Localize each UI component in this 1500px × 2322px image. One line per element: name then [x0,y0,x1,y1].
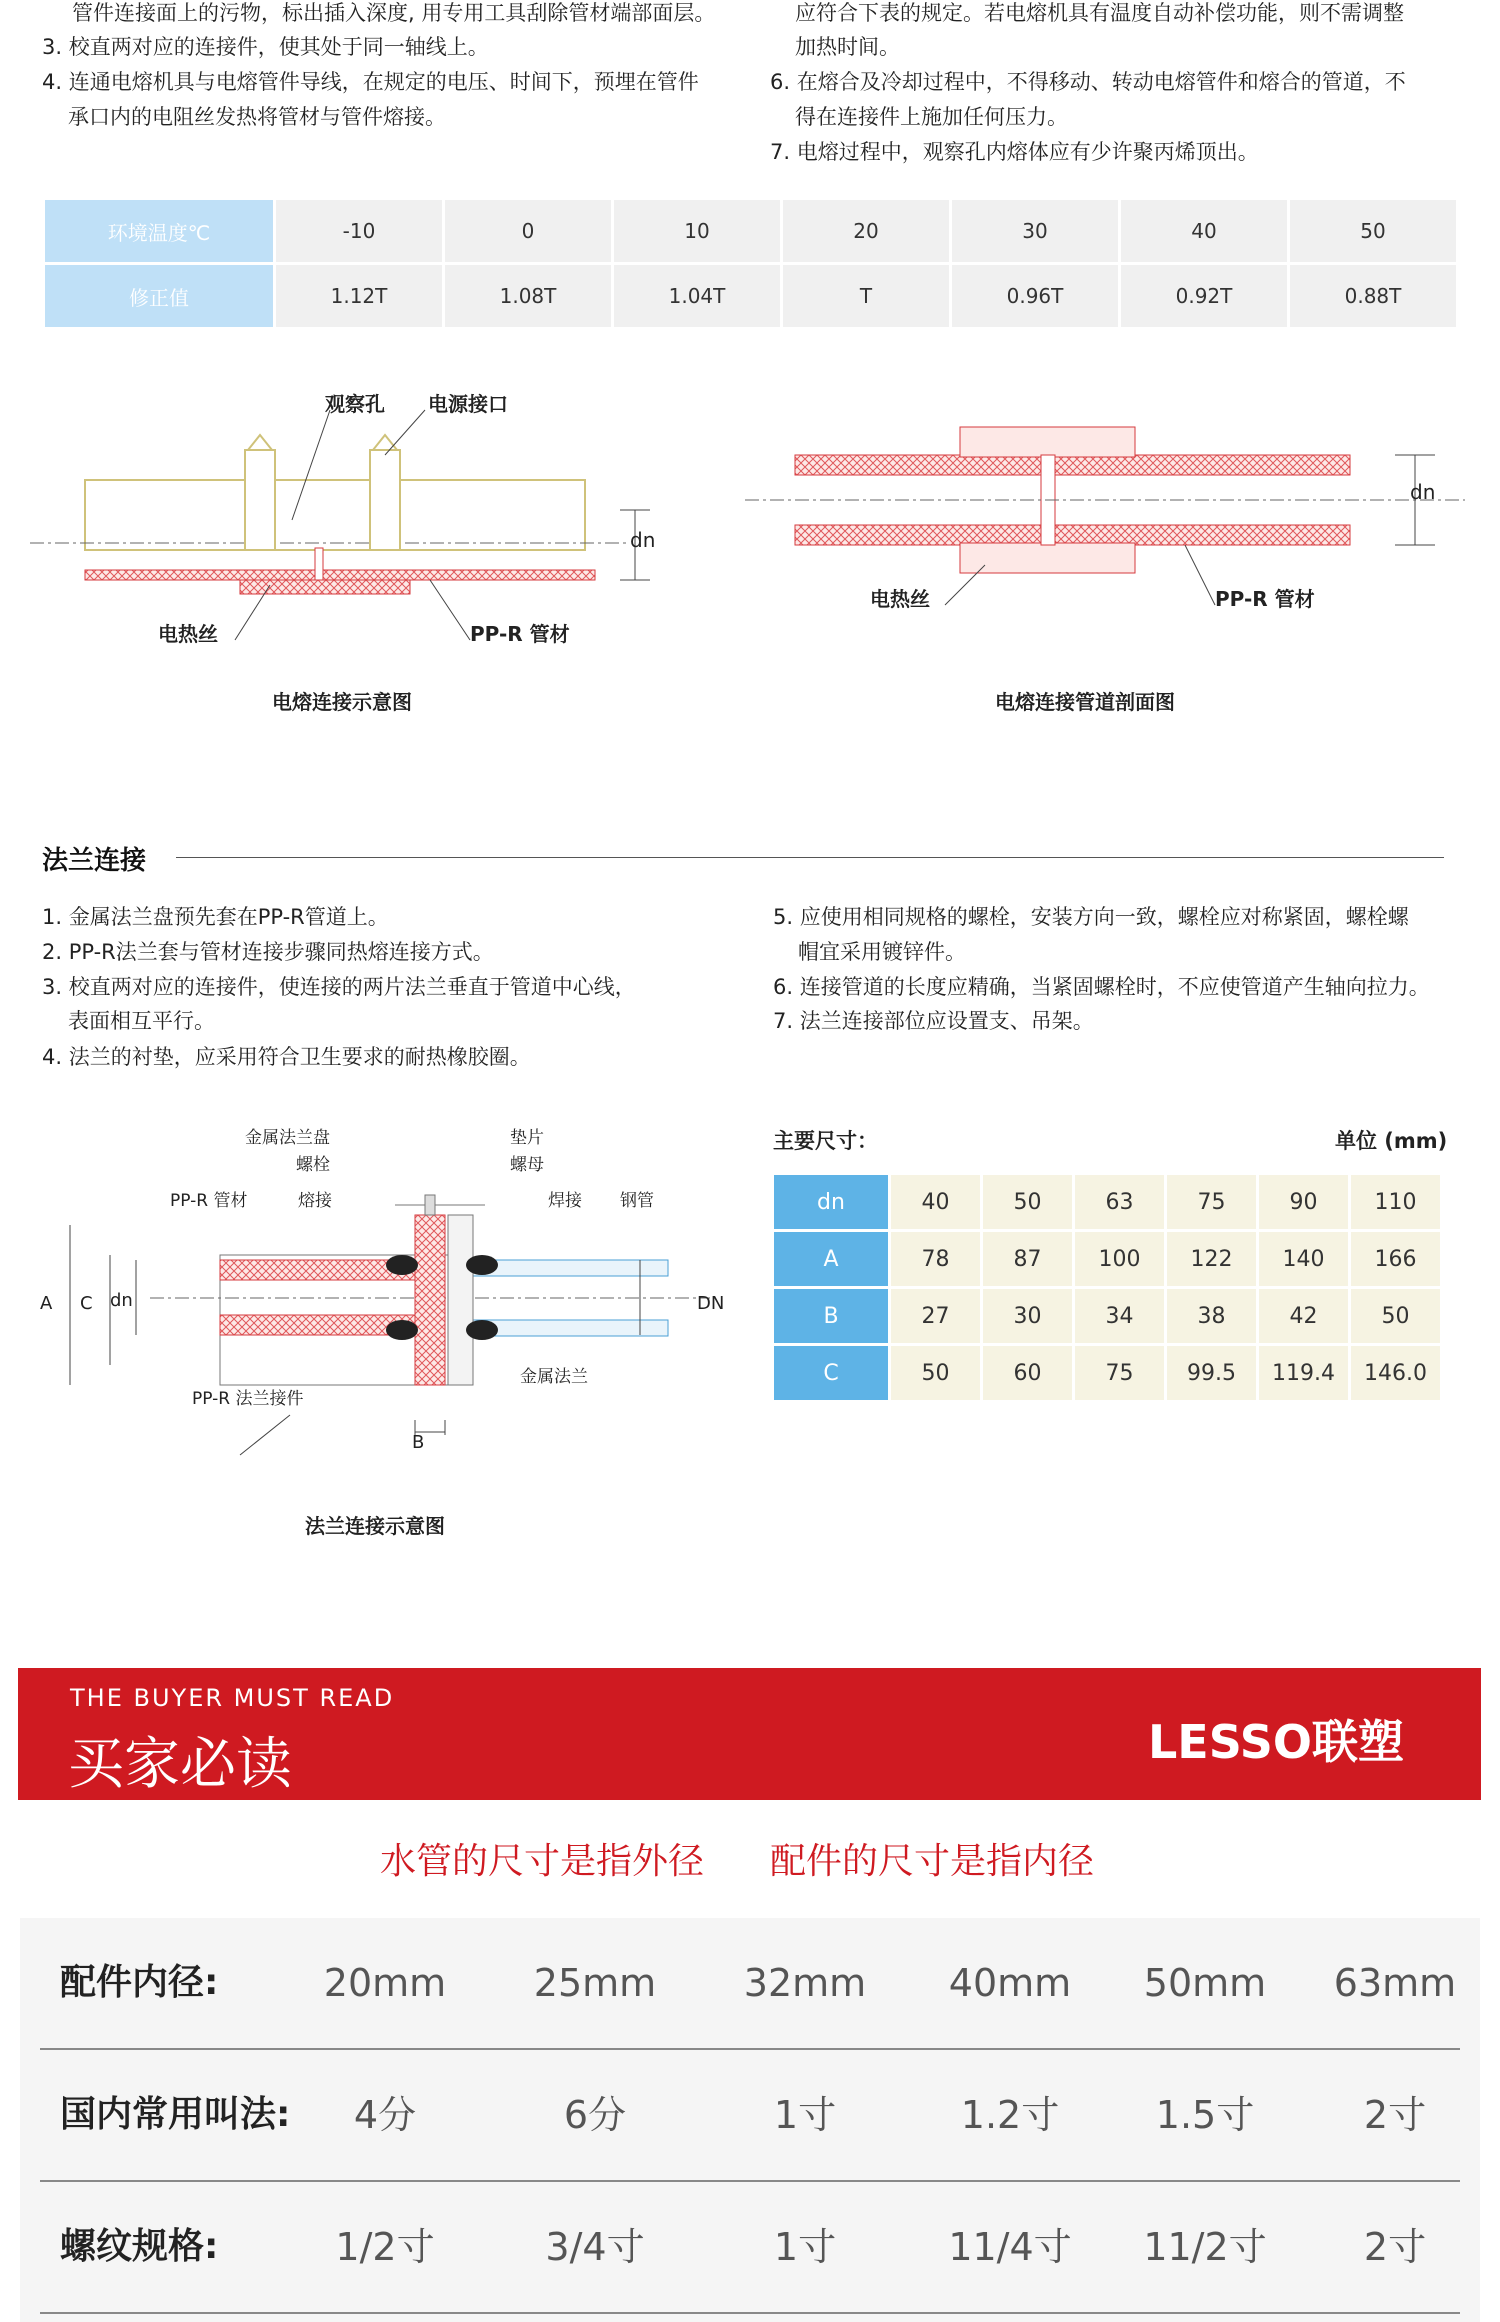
table-cell: 0.96T [952,265,1118,327]
text-line: 1. 金属法兰盘预先套在PP-R管道上。 [42,905,389,929]
text-line: 4. 连通电熔机具与电熔管件导线，在规定的电压、时间下，预埋在管件 [42,70,699,94]
label-fusion: 熔接 [298,1191,332,1211]
text-line: 3. 校直两对应的连接件，使连接的两片法兰垂直于管道中心线， [42,975,636,999]
text-line: 6. 在熔合及冷却过程中，不得移动、转动电熔管件和熔合的管道，不 [770,70,1406,94]
table-cell: 6分 [563,2093,627,2137]
table-cell: 50 [1290,200,1456,262]
temperature-correction-table [42,197,1459,330]
table-cell: 1.04T [614,265,780,327]
table-cell: 40mm [948,1961,1072,2005]
table-header: A [774,1232,888,1286]
dim-table-unit: 单位 (mm) [1335,1129,1448,1153]
label-bolt: 螺栓 [296,1155,330,1175]
label-metal-flange-disc: 金属法兰盘 [245,1128,330,1148]
label-ppr-pipe: PP-R 管材 [1215,587,1315,611]
table-row [40,2182,1460,2314]
table-cell: 40 [891,1175,980,1229]
label-ppr-flange-fitting: PP-R 法兰接件 [192,1389,304,1409]
table-cell: 30 [983,1289,1072,1343]
table-cell: 99.5 [1167,1346,1256,1400]
table-cell: 30 [952,200,1118,262]
table-cell: 166 [1351,1232,1440,1286]
table-cell: 119.4 [1259,1346,1348,1400]
text-line: 表面相互平行。 [68,1009,215,1033]
label-dn: dn [1410,480,1436,504]
table-cell: 146.0 [1351,1346,1440,1400]
table-cell: 50mm [1143,1961,1267,2005]
text-line: 3. 校直两对应的连接件，使其处于同一轴线上。 [42,35,489,59]
label-heating-wire: 电热丝 [158,622,218,646]
label-heating-wire: 电热丝 [870,587,930,611]
table-cell: 75 [1075,1346,1164,1400]
table-cell: 78 [891,1232,980,1286]
table-cell: 32mm [743,1961,867,2005]
table-cell: 60 [983,1346,1072,1400]
table-cell: 1.5寸 [1155,2093,1255,2137]
table-cell: 11/4寸 [948,2225,1072,2269]
diagram-caption: 电熔连接管道剖面图 [995,690,1175,714]
text-line: 2. PP-R法兰套与管材连接步骤同热熔连接方式。 [42,940,494,964]
text-line: 得在连接件上施加任何压力。 [795,105,1068,129]
table-cell: 0 [445,200,611,262]
table-cell: 25mm [533,1961,657,2005]
table-cell: 38 [1167,1289,1256,1343]
table-row [774,1289,1440,1343]
table-cell: 75 [1167,1175,1256,1229]
table-row [45,265,1456,327]
text-line: 帽宜采用镀锌件。 [798,940,966,964]
label-power-port: 电源接口 [428,392,508,416]
table-header: dn [774,1175,888,1229]
table-row [774,1346,1440,1400]
table-cell: 50 [983,1175,1072,1229]
table-cell: 4分 [353,2093,417,2137]
diagram-caption: 电熔连接示意图 [272,690,412,714]
text-line: 5. 应使用相同规格的螺栓，安装方向一致，螺栓应对称紧固，螺栓螺 [773,905,1409,929]
table-cell: 1.2寸 [960,2093,1060,2137]
flange-dimension-table [771,1172,1443,1403]
table-cell: 27 [891,1289,980,1343]
size-comparison-table [20,1918,1480,2322]
table-header: 修正值 [45,265,273,327]
label-ppr-pipe: PP-R 管材 [470,622,570,646]
electrofusion-section-diagram [745,415,1465,615]
text-line: 应符合下表的规定。若电熔机具有温度自动补偿功能，则不需调整 [795,1,1404,25]
brand-logo: LESSO联塑 [1148,1715,1405,1769]
table-row [774,1175,1440,1229]
table-row [45,200,1456,262]
table-cell: 110 [1351,1175,1440,1229]
table-header: 环境温度℃ [45,200,273,262]
table-cell: 50 [1351,1289,1440,1343]
electrofusion-diagram [30,380,710,670]
table-cell: 42 [1259,1289,1348,1343]
table-cell: 2寸 [1363,2225,1427,2269]
label-B: B [412,1432,425,1453]
label-dn: dn [110,1290,133,1311]
text-line: 承口内的电阻丝发热将管材与管件熔接。 [68,105,446,129]
table-cell: 1/2寸 [335,2225,435,2269]
section-title: 法兰连接 [42,846,147,876]
table-cell: 1.12T [276,265,442,327]
table-header: B [774,1289,888,1343]
banner-chinese-title: 买家必读 [68,1732,292,1797]
table-cell: 50 [891,1346,980,1400]
text-line: 7. 法兰连接部位应设置支、吊架。 [773,1009,1094,1033]
text-line: 6. 连接管道的长度应精确，当紧固螺栓时，不应使管道产生轴向拉力。 [773,975,1430,999]
label-A: A [40,1293,53,1314]
text-line: 7. 电熔过程中，观察孔内熔体应有少许聚丙烯顶出。 [770,140,1259,164]
table-cell: 1寸 [773,2225,837,2269]
label-ppr-pipe: PP-R 管材 [170,1191,248,1211]
table-cell: 1寸 [773,2093,837,2137]
diagram-caption: 法兰连接示意图 [305,1514,445,1538]
notice-inner-diameter: 配件的尺寸是指内径 [770,1841,1095,1882]
table-cell: 122 [1167,1232,1256,1286]
row-label: 螺纹规格: [60,2226,219,2267]
label-observe-hole: 观察孔 [325,392,385,416]
table-cell: 140 [1259,1232,1348,1286]
table-cell: 100 [1075,1232,1164,1286]
table-cell: 90 [1259,1175,1348,1229]
table-cell: 2寸 [1363,2093,1427,2137]
divider [176,857,1444,858]
table-cell: 3/4寸 [545,2225,645,2269]
banner-english-title: THE BUYER MUST READ [70,1684,395,1712]
table-cell: 0.92T [1121,265,1287,327]
table-cell: 10 [614,200,780,262]
text-line: 4. 法兰的衬垫，应采用符合卫生要求的耐热橡胶圈。 [42,1045,531,1069]
text-line: 管件连接面上的污物，标出插入深度, 用专用工具刮除管材端部面层。 [72,1,716,25]
text-line: 加热时间。 [795,35,900,59]
row-label: 配件内径: [60,1962,219,2003]
label-nut: 螺母 [510,1155,544,1175]
label-metal-flange: 金属法兰 [520,1367,588,1387]
table-cell: 87 [983,1232,1072,1286]
label-DN: DN [697,1293,725,1314]
table-cell: 0.88T [1290,265,1456,327]
table-row [40,2050,1460,2182]
label-gasket: 垫片 [510,1128,544,1148]
table-row [774,1232,1440,1286]
label-steel-pipe: 钢管 [620,1191,654,1211]
table-cell: -10 [276,200,442,262]
table-cell: 20 [783,200,949,262]
table-cell: 1.08T [445,265,611,327]
table-header: C [774,1346,888,1400]
table-cell: 63 [1075,1175,1164,1229]
row-label: 国内常用叫法: [60,2094,291,2135]
table-cell: 34 [1075,1289,1164,1343]
dim-table-title: 主要尺寸： [773,1129,878,1153]
label-dn: dn [630,528,656,552]
table-cell: 63mm [1333,1961,1457,2005]
table-cell: 20mm [323,1961,447,2005]
table-row [40,1918,1460,2050]
table-cell: 40 [1121,200,1287,262]
label-weld: 焊接 [548,1191,582,1211]
table-cell: 11/2寸 [1143,2225,1267,2269]
table-cell: T [783,265,949,327]
notice-outer-diameter: 水管的尺寸是指外径 [380,1841,705,1882]
flange-diagram [30,1115,750,1475]
buyer-notice-banner [18,1668,1481,1800]
label-C: C [80,1293,93,1314]
